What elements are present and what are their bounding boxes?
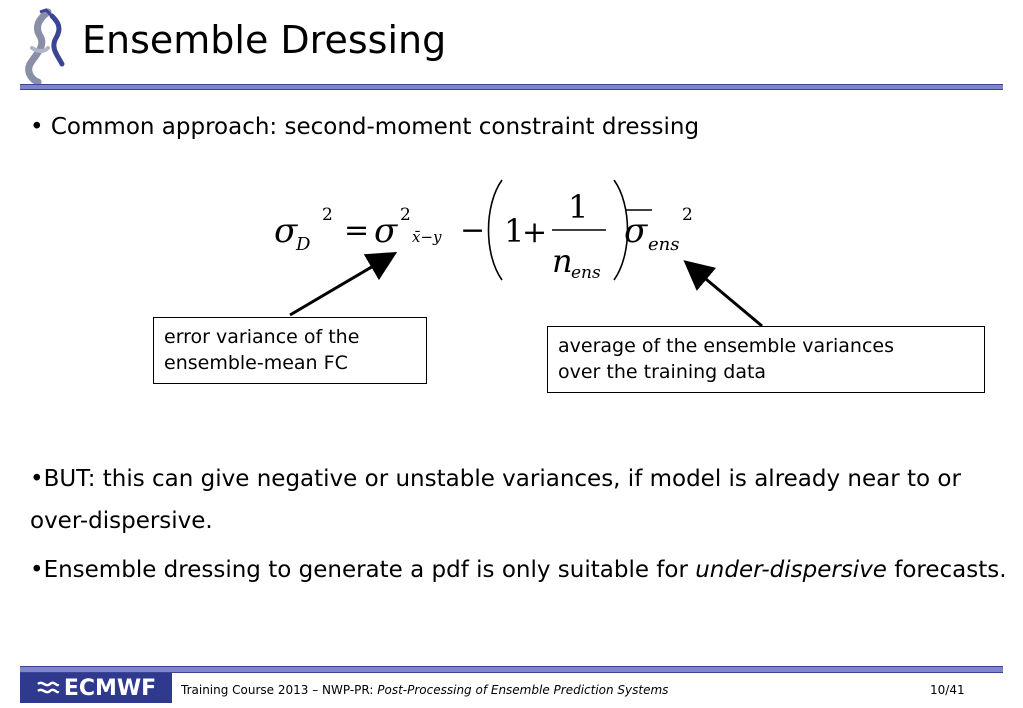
formula-sub-d: D bbox=[296, 234, 311, 255]
formula-sup-2b: 2 bbox=[400, 205, 411, 225]
formula-n: n bbox=[552, 242, 573, 280]
ecmwf-wave-icon bbox=[36, 679, 60, 697]
ecmwf-emblem-icon bbox=[18, 8, 70, 84]
page-number: 10/41 bbox=[930, 683, 965, 697]
footer-course-label: Training Course 2013 – NWP-PR: bbox=[181, 683, 378, 697]
ecmwf-logo bbox=[20, 673, 172, 703]
formula-sub-ens2: ens bbox=[648, 234, 680, 255]
callout-left-line1: error variance of the bbox=[164, 326, 360, 348]
formula-left-paren bbox=[489, 180, 503, 280]
ecmwf-logo-text: ECMWF bbox=[63, 675, 157, 701]
bullet-but: •BUT: this can give negative or unstable variances, if model is already near to or over-dispersive. bbox=[30, 466, 961, 534]
bullet-ensemble-dressing bbox=[30, 549, 1015, 591]
formula-sigma-d: σ bbox=[274, 211, 298, 251]
bullet-common-approach: • Common approach: second-moment constraint dressing bbox=[30, 114, 700, 140]
dressing-formula bbox=[270, 170, 710, 290]
callout-average-variance bbox=[547, 326, 985, 393]
page-title: Ensemble Dressing bbox=[82, 18, 447, 62]
formula-equals: = bbox=[344, 213, 370, 248]
formula-minus: − bbox=[460, 213, 486, 248]
title-divider bbox=[20, 84, 1003, 90]
bullet-dressing-emphasis: under-dispersive bbox=[695, 557, 887, 583]
callout-right-line1: average of the ensemble variances bbox=[558, 335, 894, 357]
formula-sub-ens1: ens bbox=[571, 263, 601, 283]
formula-sup-2c: 2 bbox=[682, 205, 693, 225]
bullet-dressing-post: forecasts. bbox=[886, 557, 1007, 583]
footer-divider bbox=[20, 666, 1003, 673]
formula-sup-2a: 2 bbox=[322, 205, 333, 225]
formula-one: 1 bbox=[504, 212, 525, 250]
formula-numerator: 1 bbox=[568, 188, 589, 226]
bullet-dressing-pre: •Ensemble dressing to generate a pdf is only suitable for bbox=[30, 557, 696, 583]
footer-course-title: Post-Processing of Ensemble Prediction Systems bbox=[377, 683, 669, 697]
formula-plus: + bbox=[522, 215, 548, 250]
formula-sigma-ens: σ bbox=[624, 211, 648, 251]
footer-course bbox=[181, 683, 668, 697]
formula-sub-xy: x̄−y bbox=[412, 228, 442, 246]
callout-left-line2: ensemble-mean FC bbox=[164, 352, 348, 374]
callout-right-line2: over the training data bbox=[558, 361, 767, 383]
callout-error-variance bbox=[153, 317, 427, 384]
formula-sigma-xy: σ bbox=[374, 211, 398, 251]
